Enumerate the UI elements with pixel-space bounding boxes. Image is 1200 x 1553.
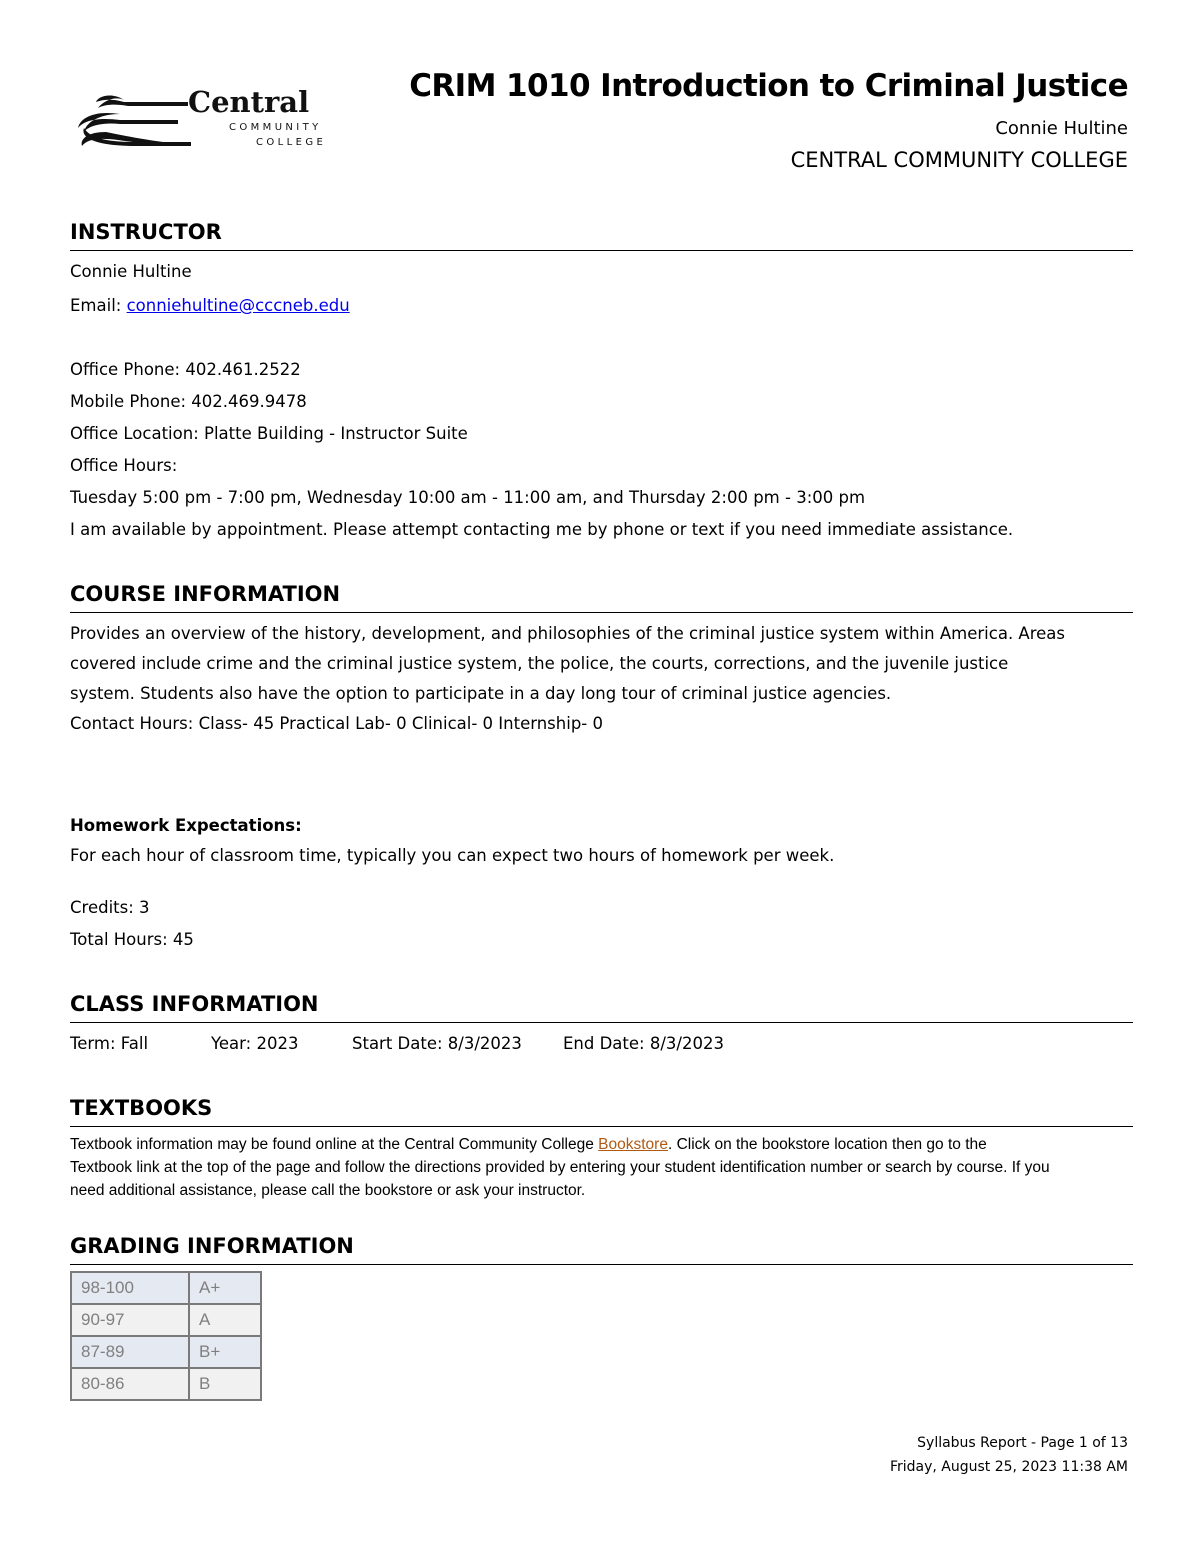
class-information-heading: CLASS INFORMATION — [70, 992, 1133, 1023]
instructor-name: Connie Hultine — [70, 262, 192, 281]
grade-range: 80-86 — [71, 1368, 189, 1400]
credits: Credits: 3 — [70, 898, 150, 917]
grading-scale-table — [70, 1271, 262, 1401]
office-location: Office Location: Platte Building - Instructor Suite — [70, 424, 468, 443]
logo-wordmark: Central — [188, 88, 310, 119]
course-title: CRIM 1010 Introduction to Criminal Justice — [409, 68, 1128, 104]
course-description-line: Provides an overview of the history, development, and philosophies of the criminal justice system within America. Areas — [70, 624, 1066, 643]
grading-information-heading: GRADING INFORMATION — [70, 1234, 1133, 1265]
central-community-college-logo — [76, 88, 351, 154]
office-hours: Tuesday 5:00 pm - 7:00 pm, Wednesday 10:00 am - 11:00 am, and Thursday 2:00 pm - 3:00 pm — [70, 488, 866, 507]
availability-note: I am available by appointment. Please attempt contacting me by phone or text if you need immediate assistance. — [70, 520, 1014, 539]
contact-hours: Contact Hours: Class- 45 Practical Lab- 0 Clinical- 0 Internship- 0 — [70, 714, 603, 733]
letter-grade: A+ — [189, 1272, 261, 1304]
term: Term: Fall — [70, 1034, 149, 1053]
mobile-phone: Mobile Phone: 402.469.9478 — [70, 392, 307, 411]
table-row — [71, 1304, 261, 1336]
instructor-heading: INSTRUCTOR — [70, 220, 1133, 251]
homework-expectations-label: Homework Expectations: — [70, 816, 302, 835]
course-description-line: covered include crime and the criminal justice system, the police, the courts, corrections, and the juvenile justice — [70, 654, 1009, 673]
textbooks-text-line: need additional assistance, please call the bookstore or ask your instructor. — [70, 1182, 586, 1199]
textbooks-heading: TEXTBOOKS — [70, 1096, 1133, 1127]
grading-information-section — [70, 1234, 1133, 1401]
email-label: Email: — [70, 296, 127, 315]
class-details-row — [70, 1034, 1133, 1053]
office-hours-label: Office Hours: — [70, 456, 178, 475]
logo-community: COMMUNITY — [229, 122, 322, 133]
email-link[interactable]: conniehultine@cccneb.edu — [126, 296, 350, 315]
bookstore-link[interactable]: Bookstore — [598, 1136, 668, 1153]
textbooks-text-part: . Click on the bookstore location then go to the — [667, 1136, 987, 1153]
homework-expectations-text: For each hour of classroom time, typically you can expect two hours of homework per week. — [70, 846, 835, 865]
logo-college: COLLEGE — [256, 137, 327, 148]
grade-range: 98-100 — [71, 1272, 189, 1304]
table-row — [71, 1368, 261, 1400]
textbooks-text-part: Textbook information may be found online at the Central Community College — [70, 1136, 599, 1153]
email-line — [70, 291, 1133, 321]
textbooks-text-line: Textbook link at the top of the page and follow the directions provided by entering your student identification number or search by course. If you — [70, 1159, 1050, 1176]
header-instructor-name: Connie Hultine — [995, 118, 1128, 139]
total-hours: Total Hours: 45 — [70, 930, 194, 949]
letter-grade: B+ — [189, 1336, 261, 1368]
course-information-heading: COURSE INFORMATION — [70, 582, 1133, 613]
page-number: Syllabus Report - Page 1 of 13 — [917, 1435, 1128, 1451]
table-row — [71, 1336, 261, 1368]
course-information-section — [70, 582, 1133, 955]
grade-range: 87-89 — [71, 1336, 189, 1368]
textbooks-text — [70, 1133, 1133, 1202]
end-date: End Date: 8/3/2023 — [563, 1034, 724, 1053]
course-description-line: system. Students also have the option to participate in a day long tour of criminal justice agencies. — [70, 684, 892, 703]
textbooks-section — [70, 1096, 1133, 1202]
grade-range: 90-97 — [71, 1304, 189, 1336]
letter-grade: B — [189, 1368, 261, 1400]
year: Year: 2023 — [211, 1034, 299, 1053]
letter-grade: A — [189, 1304, 261, 1336]
start-date: Start Date: 8/3/2023 — [352, 1034, 522, 1053]
table-row — [71, 1272, 261, 1304]
header-college-name: CENTRAL COMMUNITY COLLEGE — [790, 148, 1128, 172]
instructor-section — [70, 220, 1133, 547]
office-phone: Office Phone: 402.461.2522 — [70, 360, 301, 379]
class-information-section — [70, 992, 1133, 1053]
report-timestamp: Friday, August 25, 2023 11:38 AM — [889, 1459, 1128, 1475]
